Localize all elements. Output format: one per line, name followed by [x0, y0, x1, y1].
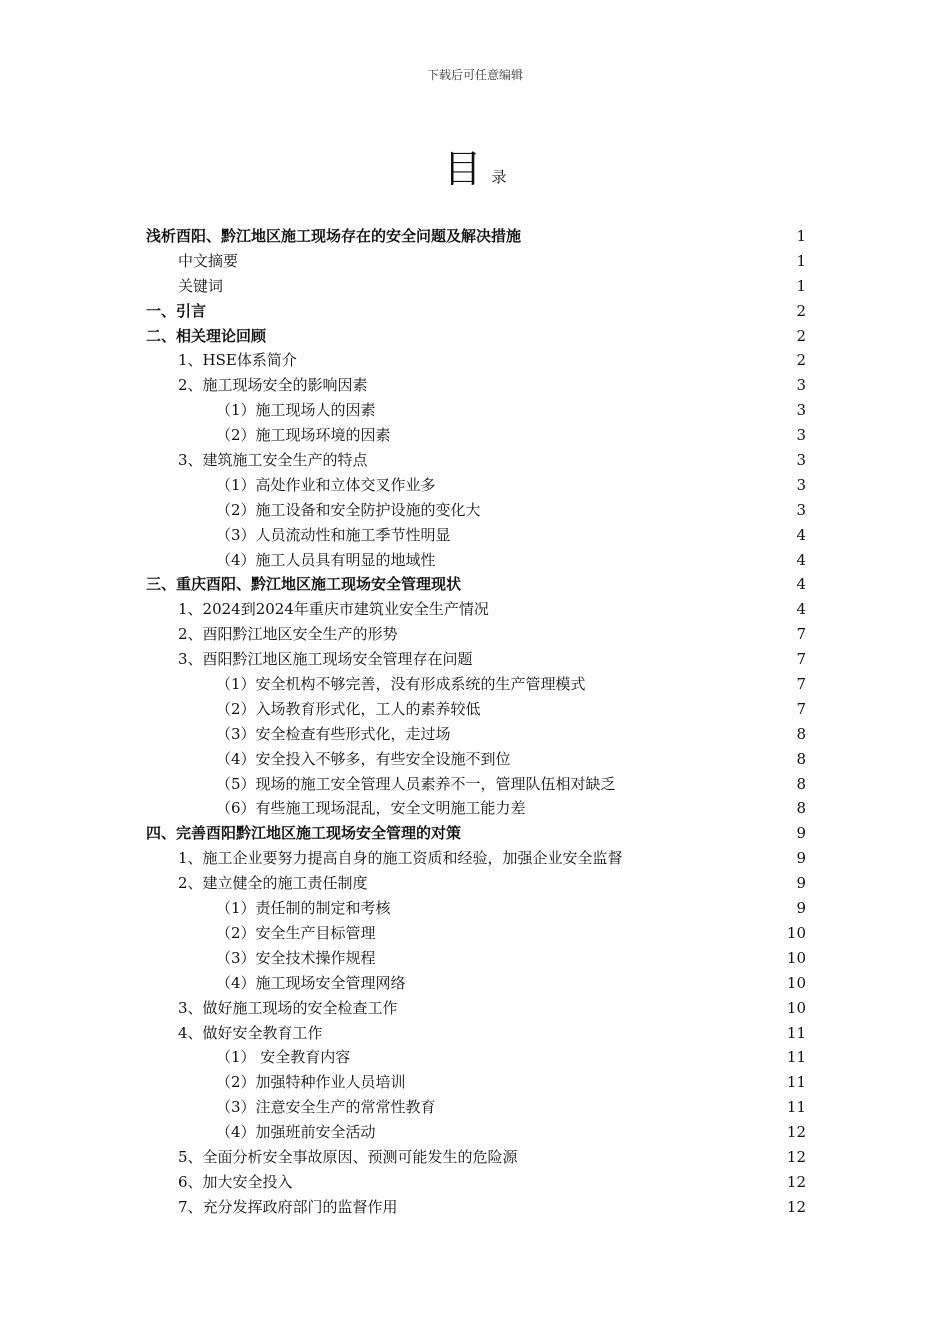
toc-entry-title: （1）安全机构不够完善，没有形成系统的生产管理模式 — [216, 675, 586, 694]
toc-entry-page: 7 — [796, 699, 806, 718]
toc-entry-page: 4 — [796, 525, 806, 544]
toc-entry-page: 7 — [796, 675, 806, 694]
toc-entry[interactable] — [146, 647, 810, 672]
toc-entry-page: 11 — [786, 1073, 806, 1092]
toc-entry-title: （2）加强特种作业人员培训 — [216, 1073, 406, 1092]
toc-entry-title: （2）施工现场环境的因素 — [216, 426, 391, 445]
toc-entry[interactable] — [146, 622, 810, 647]
toc-entry-page: 7 — [796, 650, 806, 669]
toc-entry-title: 4、做好安全教育工作 — [178, 1023, 323, 1042]
toc-entry[interactable] — [146, 597, 810, 622]
toc-entry-title: （2）安全生产目标管理 — [216, 923, 376, 942]
toc-entry-page: 3 — [796, 500, 806, 519]
toc-entry-page: 8 — [796, 799, 806, 818]
toc-entry-page: 10 — [786, 973, 806, 992]
toc-entry[interactable] — [146, 249, 810, 274]
toc-entry-title: （1）责任制的制定和考核 — [216, 899, 391, 918]
toc-title-sub: 录 — [491, 168, 507, 186]
header-note: 下载后可任意编辑 — [426, 68, 523, 82]
toc-entry-page: 4 — [796, 600, 806, 619]
toc-entry-page: 2 — [796, 351, 806, 370]
toc-entry-page: 3 — [796, 401, 806, 420]
toc-entry-title: （2）施工设备和安全防护设施的变化大 — [216, 500, 481, 519]
toc-entry-page: 9 — [796, 874, 806, 893]
toc-entry-title: 中文摘要 — [178, 251, 239, 270]
toc-entry-title: （4）加强班前安全活动 — [216, 1123, 376, 1142]
toc-entry-title: （3）人员流动性和施工季节性明显 — [216, 525, 451, 544]
toc-entry-title: 浅析酉阳、黔江地区施工现场存在的安全问题及解决措施 — [146, 227, 522, 245]
toc-entry-page: 10 — [786, 998, 806, 1017]
toc-entry-title: 2、施工现场安全的影响因素 — [178, 376, 368, 395]
toc-entry-title: （3）安全技术操作规程 — [216, 948, 376, 967]
toc-entry-title: 三、重庆酉阳、黔江地区施工现场安全管理现状 — [146, 575, 462, 594]
toc-entry[interactable] — [146, 572, 810, 597]
toc-entry-page: 11 — [786, 1048, 806, 1067]
toc-entry[interactable] — [146, 1145, 810, 1170]
toc-entry[interactable] — [146, 1170, 810, 1195]
toc-entry-title: （6）有些施工现场混乱，安全文明施工能力差 — [216, 799, 526, 818]
toc-entry-page: 1 — [796, 227, 806, 245]
toc-entry-title: （5）现场的施工安全管理人员素养不一，管理队伍相对缺乏 — [216, 774, 616, 793]
toc-entry-page: 10 — [786, 948, 806, 967]
toc-entry-page: 9 — [796, 849, 806, 868]
toc-entry[interactable] — [146, 772, 810, 797]
toc-entry[interactable] — [146, 996, 810, 1021]
toc-entry-title: 3、做好施工现场的安全检查工作 — [178, 998, 398, 1017]
toc-entry[interactable] — [146, 921, 810, 946]
toc-entry-title: 关键词 — [178, 276, 224, 295]
toc-entry-title: （1）高处作业和立体交叉作业多 — [216, 475, 436, 494]
toc-entry-page: 3 — [796, 426, 806, 445]
toc-entry-title: （1） 安全教育内容 — [216, 1048, 351, 1067]
toc-entry[interactable] — [146, 796, 810, 821]
toc-entry-page: 2 — [796, 326, 806, 345]
toc-entry-page: 10 — [786, 923, 806, 942]
toc-entry-page: 4 — [796, 575, 806, 594]
toc-entry[interactable] — [146, 747, 810, 772]
toc-entry[interactable] — [146, 846, 810, 871]
toc-entry-page: 2 — [796, 301, 806, 320]
toc-entry-title: 1、施工企业要努力提高自身的施工资质和经验，加强企业安全监督 — [178, 849, 623, 868]
toc-entry[interactable] — [146, 697, 810, 722]
toc-entry[interactable] — [146, 398, 810, 423]
toc-entry[interactable] — [146, 548, 810, 573]
toc-entry-page: 12 — [786, 1147, 806, 1166]
toc-entry[interactable] — [146, 324, 810, 349]
toc-entry-title: 6、加大安全投入 — [178, 1172, 293, 1191]
toc-entry[interactable] — [146, 1021, 810, 1046]
toc-entry-title: 2、建立健全的施工责任制度 — [178, 874, 368, 893]
toc-entry-page: 12 — [786, 1123, 806, 1142]
toc-entry[interactable] — [146, 672, 810, 697]
toc-entry-title: 四、完善酉阳黔江地区施工现场安全管理的对策 — [146, 824, 462, 843]
toc-entry-page: 12 — [786, 1197, 806, 1216]
toc-entry-page: 9 — [796, 899, 806, 918]
toc-entry-title: 1、2024到2024年重庆市建筑业安全生产情况 — [178, 600, 489, 619]
toc-entry-title: （4）施工人员具有明显的地域性 — [216, 550, 436, 569]
toc-entry[interactable] — [146, 473, 810, 498]
toc-entry-page: 3 — [796, 475, 806, 494]
toc-entry-page: 11 — [786, 1098, 806, 1117]
toc-entry-page: 1 — [796, 276, 806, 295]
toc-entry[interactable] — [146, 448, 810, 473]
table-of-contents — [146, 224, 810, 1220]
toc-title-main: 目 — [443, 147, 482, 191]
toc-entry[interactable] — [146, 1045, 810, 1070]
toc-entry[interactable] — [146, 946, 810, 971]
toc-entry-page: 1 — [796, 251, 806, 270]
toc-entry[interactable] — [146, 871, 810, 896]
toc-entry[interactable] — [146, 821, 810, 846]
toc-entry[interactable] — [146, 722, 810, 747]
toc-entry-title: 一、引言 — [146, 301, 207, 320]
toc-entry[interactable] — [146, 299, 810, 324]
toc-entry-title: 二、相关理论回顾 — [146, 326, 267, 345]
toc-entry-page: 4 — [796, 550, 806, 569]
toc-entry-page: 9 — [796, 824, 806, 843]
toc-entry[interactable] — [146, 373, 810, 398]
toc-entry-title: （4）安全投入不够多，有些安全设施不到位 — [216, 749, 511, 768]
toc-entry[interactable] — [146, 274, 810, 299]
toc-entry[interactable] — [146, 1195, 810, 1220]
toc-title — [0, 147, 950, 191]
toc-entry-page: 11 — [786, 1023, 806, 1042]
toc-entry-title: （1）施工现场人的因素 — [216, 401, 376, 420]
toc-entry-page: 7 — [796, 625, 806, 644]
toc-entry-page: 3 — [796, 376, 806, 395]
toc-entry[interactable] — [146, 971, 810, 996]
toc-entry-title: 3、建筑施工安全生产的特点 — [178, 451, 368, 470]
toc-entry-page: 8 — [796, 724, 806, 743]
toc-entry[interactable] — [146, 1070, 810, 1095]
toc-entry-title: 3、酉阳黔江地区施工现场安全管理存在问题 — [178, 650, 473, 669]
toc-entry-title: （3）安全检查有些形式化，走过场 — [216, 724, 451, 743]
toc-entry[interactable] — [146, 1120, 810, 1145]
toc-entry-title: 7、充分发挥政府部门的监督作用 — [178, 1197, 398, 1216]
toc-entry-title: （3）注意安全生产的常常性教育 — [216, 1098, 436, 1117]
toc-entry[interactable] — [146, 423, 810, 448]
toc-entry-title: 1、HSE体系简介 — [178, 351, 297, 370]
toc-entry[interactable] — [146, 896, 810, 921]
toc-entry-page: 12 — [786, 1172, 806, 1191]
toc-entry[interactable] — [146, 523, 810, 548]
toc-entry[interactable] — [146, 224, 810, 249]
toc-entry-title: 2、酉阳黔江地区安全生产的形势 — [178, 625, 398, 644]
toc-entry-title: （2）入场教育形式化，工人的素养较低 — [216, 699, 481, 718]
toc-entry[interactable] — [146, 1095, 810, 1120]
toc-entry-title: （4）施工现场安全管理网络 — [216, 973, 406, 992]
toc-entry[interactable] — [146, 348, 810, 373]
toc-entry-page: 8 — [796, 749, 806, 768]
toc-entry-page: 3 — [796, 451, 806, 470]
toc-entry-title: 5、全面分析安全事故原因、预测可能发生的危险源 — [178, 1147, 518, 1166]
toc-entry[interactable] — [146, 498, 810, 523]
toc-entry-page: 8 — [796, 774, 806, 793]
